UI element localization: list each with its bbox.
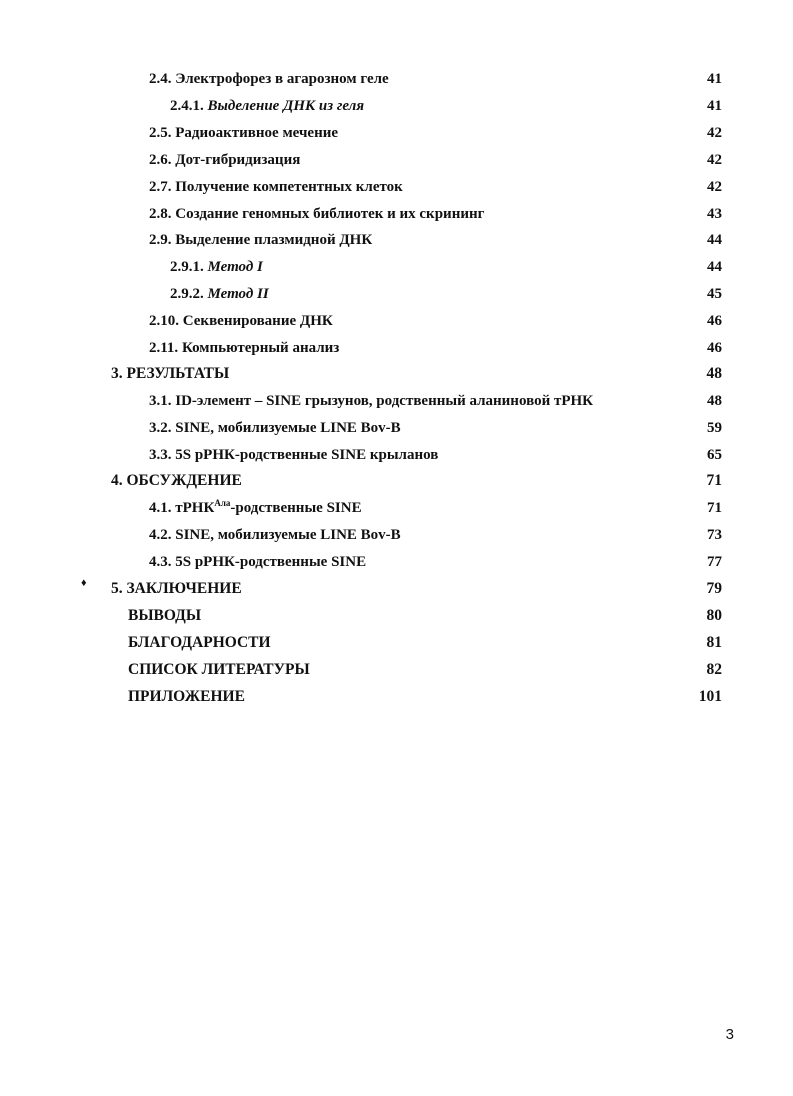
toc-entry-number: 3.1. xyxy=(149,393,172,409)
toc-entry-title: Секвенирование ДНК xyxy=(182,313,333,329)
toc-entry-3-1 xyxy=(0,390,793,412)
toc-entry-page: 46 xyxy=(707,313,722,329)
toc-entry-page: 59 xyxy=(707,420,722,436)
toc-section-4 xyxy=(0,470,793,492)
toc-section-acknowledgements xyxy=(0,632,793,654)
toc-entry-title: Создание геномных библиотек и их скрининг xyxy=(175,206,485,222)
toc-section-references xyxy=(0,659,793,681)
toc-entry-page: 42 xyxy=(707,125,722,141)
toc-entry-title: ЗАКЛЮЧЕНИЕ xyxy=(126,580,242,597)
toc-section-appendix xyxy=(0,686,793,708)
toc-entry-title: Радиоактивное мечение xyxy=(175,125,339,141)
toc-entry-2-9-2 xyxy=(0,283,793,305)
toc-entry-page: 48 xyxy=(707,393,722,409)
toc-entry-number: 3. xyxy=(111,365,123,382)
toc-entry-page: 45 xyxy=(707,286,722,302)
toc-entry-page: 101 xyxy=(698,688,722,705)
toc-entry-title: 5S рРНК-родственные SINE xyxy=(175,554,367,570)
toc-entry-title: ID-элемент – SINE грызунов, родственный аланиновой тРНК xyxy=(175,393,594,409)
toc-section-conclusions xyxy=(0,605,793,627)
toc-entry-4-1 xyxy=(0,497,793,519)
toc-entry-number: 4. xyxy=(111,472,123,489)
toc-entry-page: 80 xyxy=(706,607,722,624)
toc-entry-2-11 xyxy=(0,337,793,359)
toc-entry-page: 65 xyxy=(707,447,722,463)
toc-entry-page: 42 xyxy=(707,179,722,195)
toc-entry-title-rest: -родственные SINE xyxy=(230,500,362,516)
toc-entry-page: 46 xyxy=(707,340,722,356)
toc-entry-title: Метод II xyxy=(207,286,269,302)
toc-entry-page: 71 xyxy=(707,500,722,516)
toc-entry-2-4-1 xyxy=(0,95,793,117)
toc-entry-page: 41 xyxy=(707,71,722,87)
toc-entry-page: 77 xyxy=(707,554,722,570)
toc-entry-number: 4.2. xyxy=(149,527,172,543)
toc-entry-2-5 xyxy=(0,122,793,144)
toc-entry-3-2 xyxy=(0,417,793,439)
toc-entry-title: Электрофорез в агарозном геле xyxy=(175,71,389,87)
toc-entry-title: РЕЗУЛЬТАТЫ xyxy=(126,365,230,382)
toc-entry-title: Компьютерный анализ xyxy=(181,340,340,356)
toc-entry-number: 4.3. xyxy=(149,554,172,570)
toc-entry-number: 2.11. xyxy=(149,340,179,356)
toc-entry-title: Выделение ДНК из геля xyxy=(207,98,365,114)
toc-entry-page: 44 xyxy=(707,259,722,275)
toc-entry-title: Выделение плазмидной ДНК xyxy=(175,232,373,248)
toc-entry-title: ПРИЛОЖЕНИЕ xyxy=(128,688,245,705)
toc-entry-number: 2.4. xyxy=(149,71,172,87)
toc-entry-title: 5S рРНК-родственные SINE крыланов xyxy=(175,447,439,463)
toc-entry-page: 43 xyxy=(707,206,722,222)
toc-entry-title xyxy=(175,500,361,516)
toc-entry-2-6 xyxy=(0,149,793,171)
toc-entry-page: 42 xyxy=(707,152,722,168)
toc-entry-title: СПИСОК ЛИТЕРАТУРЫ xyxy=(128,661,310,678)
toc-entry-page: 82 xyxy=(706,661,722,678)
toc-entry-number: 2.4.1. xyxy=(170,98,204,114)
toc-entry-number: 2.6. xyxy=(149,152,172,168)
toc-entry-title: Дот-гибридизация xyxy=(175,152,301,168)
toc-entry-number: 2.9.1. xyxy=(170,259,204,275)
toc-entry-number: 2.10. xyxy=(149,313,179,329)
toc-entry-number: 2.8. xyxy=(149,206,172,222)
toc-entry-page: 79 xyxy=(706,580,722,597)
toc-entry-title: Метод I xyxy=(207,259,263,275)
toc-entry-2-9 xyxy=(0,229,793,251)
toc-entry-page: 73 xyxy=(707,527,722,543)
toc-entry-title: ОБСУЖДЕНИЕ xyxy=(126,472,242,489)
toc-entry-number: 3.3. xyxy=(149,447,172,463)
toc-entry-title: Получение компетентных клеток xyxy=(175,179,403,195)
toc-entry-2-7 xyxy=(0,176,793,198)
toc-entry-2-8 xyxy=(0,203,793,225)
toc-entry-title-trna: тРНК xyxy=(175,500,215,516)
toc-entry-number: 2.7. xyxy=(149,179,172,195)
toc-entry-4-2 xyxy=(0,524,793,546)
toc-entry-page: 81 xyxy=(706,634,722,651)
toc-entry-number: 5. xyxy=(111,580,123,597)
page-number: 3 xyxy=(725,1026,734,1043)
toc-section-5 xyxy=(0,578,793,600)
toc-entry-page: 71 xyxy=(706,472,722,489)
toc-entry-number: 2.5. xyxy=(149,125,172,141)
toc-entry-number: 3.2. xyxy=(149,420,172,436)
toc-entry-page: 44 xyxy=(707,232,722,248)
toc-entry-title: БЛАГОДАРНОСТИ xyxy=(128,634,271,651)
toc-entry-page: 48 xyxy=(706,365,722,382)
toc-entry-title: ВЫВОДЫ xyxy=(128,607,202,624)
toc-entry-2-9-1 xyxy=(0,256,793,278)
toc-entry-number: 2.9.2. xyxy=(170,286,204,302)
toc-entry-2-4 xyxy=(0,68,793,90)
toc-entry-4-3 xyxy=(0,551,793,573)
toc-section-3 xyxy=(0,363,793,385)
toc-entry-number: 4.1. xyxy=(149,500,172,516)
toc-entry-page: 41 xyxy=(707,98,722,114)
toc-entry-title: SINE, мобилизуемые LINE Bov-B xyxy=(175,420,401,436)
toc-entry-title: SINE, мобилизуемые LINE Bov-B xyxy=(175,527,401,543)
toc-entry-3-3 xyxy=(0,444,793,466)
stray-mark: ♦ xyxy=(81,577,87,589)
toc-entry-2-10 xyxy=(0,310,793,332)
toc-entry-number: 2.9. xyxy=(149,232,172,248)
toc-entry-title-superscript: Ала xyxy=(214,498,231,508)
